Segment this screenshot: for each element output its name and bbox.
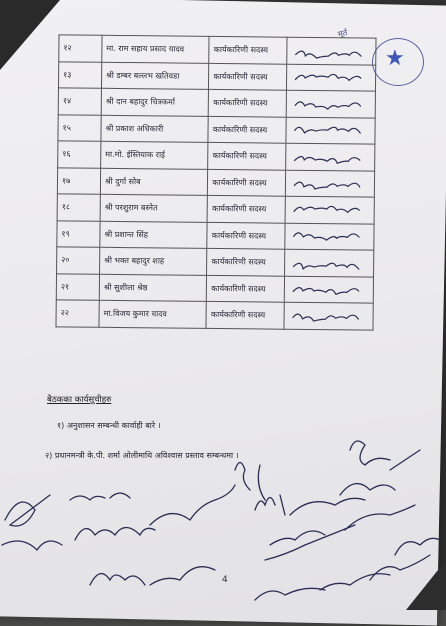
member-name: श्री प्रशान्त सिंह [100, 221, 208, 249]
signature-cell [287, 64, 376, 91]
member-role: कार्यकारिणी सदस्य [209, 63, 287, 90]
member-role: कार्यकारिणी सदस्य [207, 248, 285, 275]
serial-number: १८ [57, 194, 100, 221]
member-name: श्री भक्त बहादुर शाह [100, 247, 208, 275]
member-row [57, 167, 374, 197]
signature-cell [286, 90, 375, 117]
agenda-heading: बैठकका कार्यसूचीहरु [47, 395, 112, 405]
signature-cell [287, 37, 376, 64]
member-name: मा.मो. ईस्तियाक राई [101, 141, 209, 169]
member-row [57, 247, 374, 277]
member-role: कार्यकारिणी सदस्य [208, 142, 286, 169]
serial-number: १९ [57, 220, 100, 247]
serial-number: १७ [57, 167, 100, 194]
signature-cell [286, 143, 375, 170]
signature-cell [284, 302, 373, 329]
signature-cell [285, 196, 374, 223]
members-table [55, 34, 376, 330]
signature-cell [286, 170, 375, 197]
handwritten-signature [290, 146, 366, 167]
member-row [58, 88, 375, 118]
stamp-handwriting: मूर्त [337, 28, 349, 39]
member-name: मा.विजय कुमार यादव [99, 300, 207, 328]
member-row [57, 194, 374, 224]
handwritten-signature [290, 172, 366, 193]
serial-number: २१ [56, 273, 99, 300]
star-icon: ★ [385, 46, 405, 71]
member-name: श्री दुर्गा सोब [100, 168, 208, 196]
member-name: श्री डम्बर बल्लभ खतिवडा [101, 62, 209, 90]
member-role: कार्यकारिणी सदस्य [208, 116, 286, 143]
handwritten-signature [291, 66, 367, 87]
member-role: कार्यकारिणी सदस्य [207, 195, 285, 222]
serial-number: २० [57, 247, 100, 274]
member-role: कार्यकारिणी सदस्य [207, 222, 285, 249]
handwritten-signature [289, 305, 365, 326]
serial-number: १५ [58, 114, 101, 141]
member-row [58, 141, 375, 171]
member-row [58, 61, 375, 91]
member-role: कार्यकारिणी सदस्य [207, 275, 285, 302]
member-name: श्री प्रकाश अधिकारी [101, 115, 209, 143]
serial-number: १२ [59, 35, 102, 62]
member-role: कार्यकारिणी सदस्य [208, 169, 286, 196]
handwritten-signature [290, 225, 366, 246]
handwritten-signature [292, 40, 368, 61]
serial-number: १३ [58, 61, 101, 88]
serial-number: १४ [58, 88, 101, 115]
handwritten-signature [291, 93, 367, 114]
member-name: श्री परशुराम बस्नेत [100, 194, 208, 222]
page-edge-shadow [406, 560, 446, 610]
serial-number: १६ [58, 141, 101, 168]
agenda-item-2: २) प्रधानमन्त्री के.पी. शर्मा ओलीमाथि अविश्वास प्रस्ताव सम्बन्धमा । [45, 451, 239, 460]
member-role: कार्यकारिणी सदस्य [209, 89, 287, 116]
member-role: कार्यकारिणी सदस्य [209, 36, 287, 63]
member-row [56, 273, 373, 303]
signature-cell [284, 276, 373, 303]
member-row [56, 300, 373, 330]
agenda-item-1: १) अनुशासन सम्बन्धी कार्वाही बारे । [57, 421, 161, 430]
member-role: कार्यकारिणी सदस्य [206, 301, 284, 328]
handwritten-signature [289, 252, 365, 273]
handwritten-signature [291, 119, 367, 140]
member-row [58, 114, 375, 144]
member-row [57, 220, 374, 250]
serial-number: २२ [56, 300, 99, 327]
member-row [59, 35, 376, 65]
member-name: मा. राम सहाय प्रसाद यादव [102, 35, 210, 63]
folded-corner-shadow [0, 0, 60, 70]
page-number: 4 [222, 575, 228, 585]
member-name: श्री दान बहादुर चित्रकर्मा [101, 88, 209, 116]
signature-cell [285, 223, 374, 250]
handwritten-signature [289, 278, 365, 299]
signature-cell [286, 117, 375, 144]
signature-cell [285, 249, 374, 276]
handwritten-signature [290, 199, 366, 220]
member-name: श्री सुशीला श्रेष्ठ [99, 274, 207, 302]
